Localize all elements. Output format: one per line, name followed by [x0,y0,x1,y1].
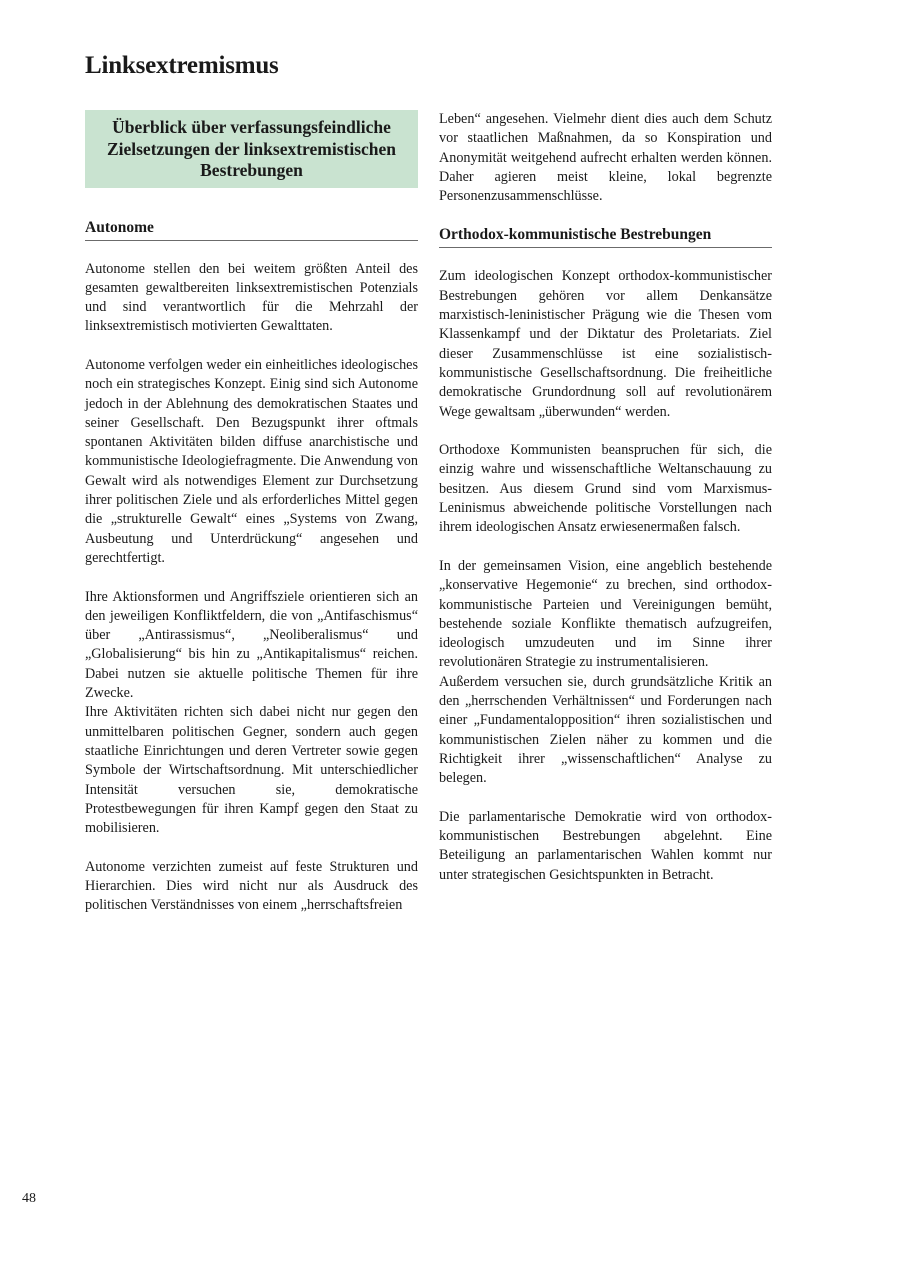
paragraph: Autonome verzichten zumeist auf feste Strukturen und Hierarchien. Dies wird nicht nur als Ausdruck des politischen Verständnisses von einem „herrschaftsfreien [85,858,418,914]
paragraph: Autonome stellen den bei weitem größten Anteil des gesamten gewaltbereiten linksextremistischen Potenzials und sind verantwortlich für die Mehrzahl der linksextremistisch motivierten Gewalttaten. [85,260,418,335]
paragraph: In der gemeinsamen Vision, eine angeblich bestehende „konservative Hegemonie“ zu brechen, sind orthodox-kommunistische Parteien und Vereinigungen bemüht, bestehende soziale Konflikte thematisch aufzugreifen, ideologisch umzudeuten und im Sinne ihrer revolutionären Strategie zu instrumentalisieren. [439,557,772,671]
page-number: 48 [22,1191,36,1206]
paragraph: Zum ideologischen Konzept orthodox-kommunistischer Bestrebungen gehören vor allem Denkansätze marxistisch-leninistischer Prägung wie die Thesen vom Klassenkampf und der Diktatur des Proletariats. Ziel dieser Zusammenschlüsse ist eine sozialistisch-kommunistische Gesellschaftsordnung. Die freiheitliche demokratische Grundordnung soll auf revolutionärem Wege gewaltsam „überwunden“ werden. [439,268,772,420]
paragraph: Außerdem versuchen sie, durch grundsätzliche Kritik an den „herrschenden Verhältnissen“ und Forderungen nach einer „Fundamentalopposition“ ihren sozialistischen und kommunistischen Zielen näher zu kommen und die Richtigkeit ihrer „wissenschaftlichen“ Analyse zu belegen. [439,673,772,787]
paragraph: Ihre Aktionsformen und Angriffsziele orientieren sich an den jeweiligen Konfliktfeldern, die von „Antifaschismus“ über „Antirassismus“, „Neoliberalismus“ und „Globalisierung“ bis hin zu „Antikapitalismus“ reichen. Dabei nutzen sie aktuelle politische Themen für ihre Zwecke. [85,588,418,702]
section-heading-orthodox-kommunistisch: Orthodox-kommunistische Bestrebungen [439,225,772,248]
paragraph-continued: Leben“ angesehen. Vielmehr dient dies auch dem Schutz vor staatlichen Maßnahmen, da so Konspiration und Anonymität weitgehend aufrecht erhalten werden können. Daher agieren meist kleine, lokal begrenzte Personenzusammenschlüsse. [439,111,772,205]
section-heading-autonome: Autonome [85,218,418,241]
paragraph: Orthodoxe Kommunisten beanspruchen für sich, die einzig wahre und wissenschaftliche Weltanschauung zu besitzen. Aus diesem Grund sind vom Marxismus-Leninismus abweichende politische Vorstellungen nach ihrem ideologischen Ansatz erwiesenermaßen falsch. [439,442,772,536]
overview-box: Überblick über verfassungsfeindliche Zielsetzungen der linksextremistischen Bestrebungen [85,110,418,188]
paragraph: Autonome verfolgen weder ein einheitliches ideologisches noch ein strategisches Konzept. Einig sind sich Autonome jedoch in der Ablehnung des demokratischen Staates und seiner Gesellschaft. Den Bezugspunkt ihrer oftmals spontanen Aktivitäten bilden diffuse anarchistische und kommunistische Ideologiefragmente. Die Anwendung von Gewalt wird als notwendiges Element zur Durchsetzung ihrer politischen Ziele und als erforderliches Mittel gegen die „strukturelle Gewalt“ eines „Systems von Zwang, Ausbeutung und Unterdrückung“ angesehen und gerechtfertigt. [85,356,418,566]
page-title: Linksextremismus [85,52,279,79]
left-column [85,110,418,916]
paragraph: Ihre Aktivitäten richten sich dabei nicht nur gegen den unmittelbaren politischen Gegner, sondern auch gegen staatliche Einrichtungen und deren Vertreter sowie gegen Symbole der Wirtschaftsordnung. Mit unterschiedlicher Intensität versuchen sie, demokratische Protestbewegungen für ihren Kampf gegen den Staat zu mobilisieren. [85,704,418,837]
paragraph: Die parlamentarische Demokratie wird von orthodox-kommunistischen Bestrebungen abgelehnt. Eine Beteiligung an parlamentarischen Wahlen kommt nur unter strategischen Gesichtspunkten in Betracht. [439,808,772,883]
right-column [439,110,772,885]
